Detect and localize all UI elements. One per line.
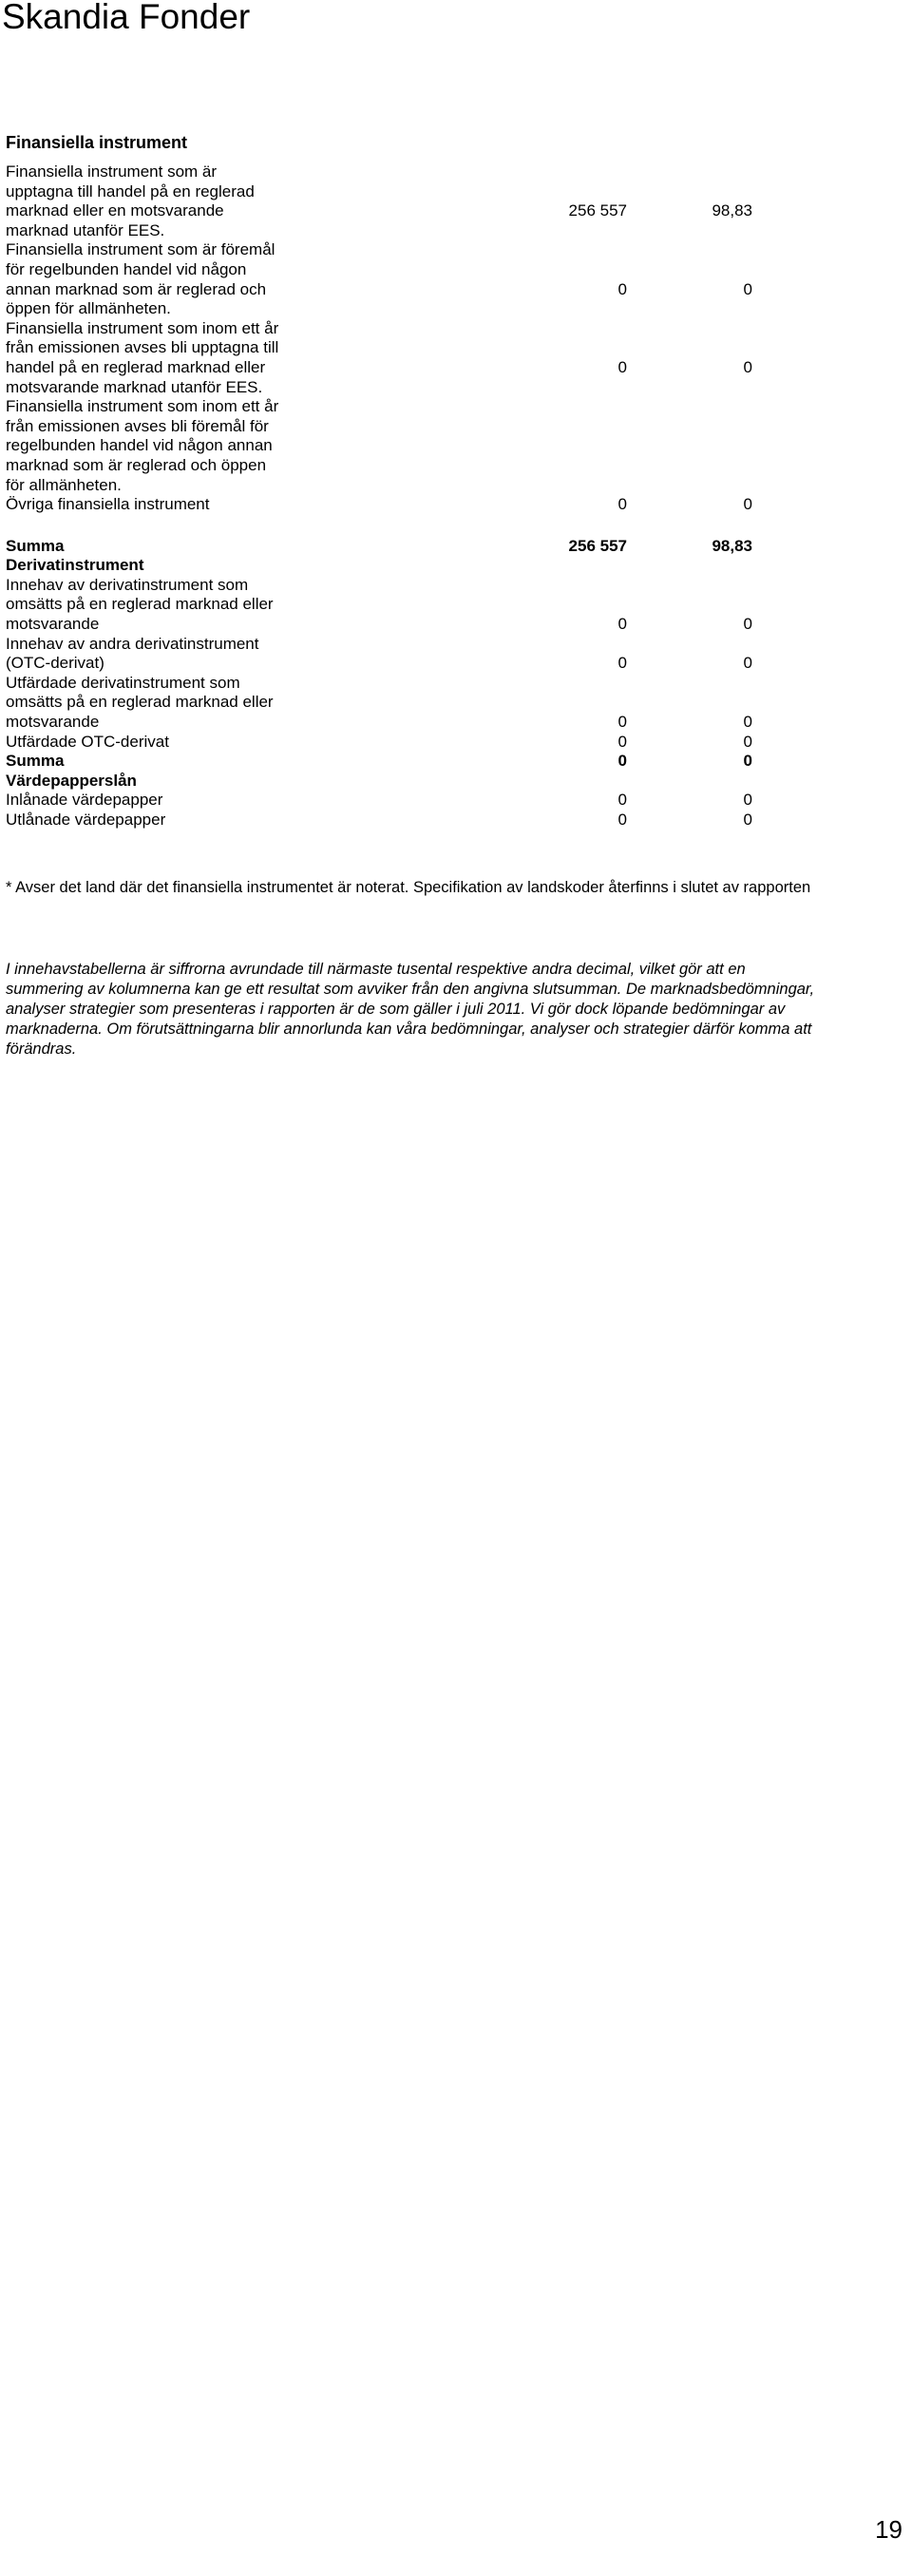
row-percent-value: 0 bbox=[743, 357, 752, 376]
table-section-heading bbox=[6, 556, 899, 576]
table-row bbox=[6, 733, 899, 753]
row-market-value: 0 bbox=[618, 279, 627, 298]
row-gap bbox=[6, 515, 899, 537]
row-market-value: 256 557 bbox=[568, 536, 627, 555]
row-label: Derivatinstrument bbox=[6, 556, 144, 575]
row-percent-value: 98,83 bbox=[712, 201, 752, 220]
section-title: Finansiella instrument bbox=[6, 133, 188, 152]
row-percent-value: 0 bbox=[743, 615, 752, 634]
row-percent-value: 0 bbox=[743, 279, 752, 298]
row-market-value: 0 bbox=[618, 732, 627, 751]
page-number: 19 bbox=[875, 2515, 902, 2544]
header-title: Skandia Fonder bbox=[2, 0, 251, 36]
table-row bbox=[6, 397, 899, 495]
row-label: Summa bbox=[6, 752, 65, 771]
row-percent-value: 0 bbox=[743, 495, 752, 514]
table-row bbox=[6, 811, 899, 830]
row-percent-value: 0 bbox=[743, 654, 752, 673]
table-row bbox=[6, 162, 899, 240]
row-label: Utfärdade OTC-derivat bbox=[6, 732, 169, 751]
row-percent-value: 0 bbox=[743, 732, 752, 751]
row-market-value: 0 bbox=[618, 811, 627, 829]
holdings-table bbox=[6, 162, 899, 830]
row-label: Innehav av derivatinstrument som omsätts på en reglerad marknad eller motsvarande bbox=[6, 575, 274, 634]
table-row bbox=[6, 576, 899, 635]
row-percent-value: 98,83 bbox=[712, 536, 752, 555]
table-row bbox=[6, 319, 899, 397]
row-label: Finansiella instrument som är upptagna till handel på en reglerad marknad eller en motsvarande marknad utanför EES. bbox=[6, 162, 255, 239]
footnote: * Avser det land där det finansiella instrumentet är noterat. Specifikation av landskoder återfinns i slutet av rapporten bbox=[6, 879, 811, 896]
table-row bbox=[6, 495, 899, 515]
table-row bbox=[6, 240, 899, 318]
row-market-value: 0 bbox=[618, 357, 627, 376]
row-label: Summa bbox=[6, 536, 65, 555]
table-sum-row bbox=[6, 537, 899, 557]
row-label: Innehav av andra derivatinstrument (OTC-derivat) bbox=[6, 634, 259, 673]
row-market-value: 0 bbox=[618, 791, 627, 810]
row-market-value: 0 bbox=[618, 752, 627, 771]
row-label: Finansiella instrument som är föremål för regelbunden handel vid någon annan marknad som är reglerad och öppen för allmänheten. bbox=[6, 240, 276, 318]
row-label: Inlånade värdepapper bbox=[6, 791, 163, 810]
table-row bbox=[6, 791, 899, 811]
row-label: Värdepapperslån bbox=[6, 771, 137, 790]
row-label: Finansiella instrument som inom ett år från emissionen avses bli upptagna till handel på en reglerad marknad eller motsvarande marknad utanför EES. bbox=[6, 318, 279, 396]
row-label: Övriga finansiella instrument bbox=[6, 495, 210, 514]
row-market-value: 0 bbox=[618, 615, 627, 634]
row-percent-value: 0 bbox=[743, 713, 752, 732]
table-section-heading bbox=[6, 772, 899, 792]
row-market-value: 0 bbox=[618, 654, 627, 673]
row-percent-value: 0 bbox=[743, 811, 752, 829]
disclaimer: I innehavstabellerna är siffrorna avrundade till närmaste tusental respektive andra decimal, vilket gör att en summering av kolumnerna kan ge ett resultat som avviker från den angivna slutsumman. De marknadsbedömningar, analyser strategier som presenteras i rapporten är de som gäller i juli 2011. Vi gör dock löpande bedömningar av marknaderna. Om förutsättningarna blir annorlunda kan våra bedömningar, analyser och strategier därför komma att förändras. bbox=[6, 961, 815, 1058]
row-market-value: 256 557 bbox=[568, 201, 627, 220]
table-row bbox=[6, 635, 899, 674]
table-row bbox=[6, 674, 899, 733]
row-label: Finansiella instrument som inom ett år från emissionen avses bli föremål för regelbunden handel vid någon annan marknad som är reglerad och öppen för allmänheten. bbox=[6, 397, 279, 494]
row-label: Utfärdade derivatinstrument som omsätts på en reglerad marknad eller motsvarande bbox=[6, 673, 274, 732]
table-sum-row bbox=[6, 752, 899, 772]
row-market-value: 0 bbox=[618, 495, 627, 514]
row-percent-value: 0 bbox=[743, 752, 752, 771]
row-percent-value: 0 bbox=[743, 791, 752, 810]
row-market-value: 0 bbox=[618, 713, 627, 732]
row-label: Utlånade värdepapper bbox=[6, 811, 166, 829]
